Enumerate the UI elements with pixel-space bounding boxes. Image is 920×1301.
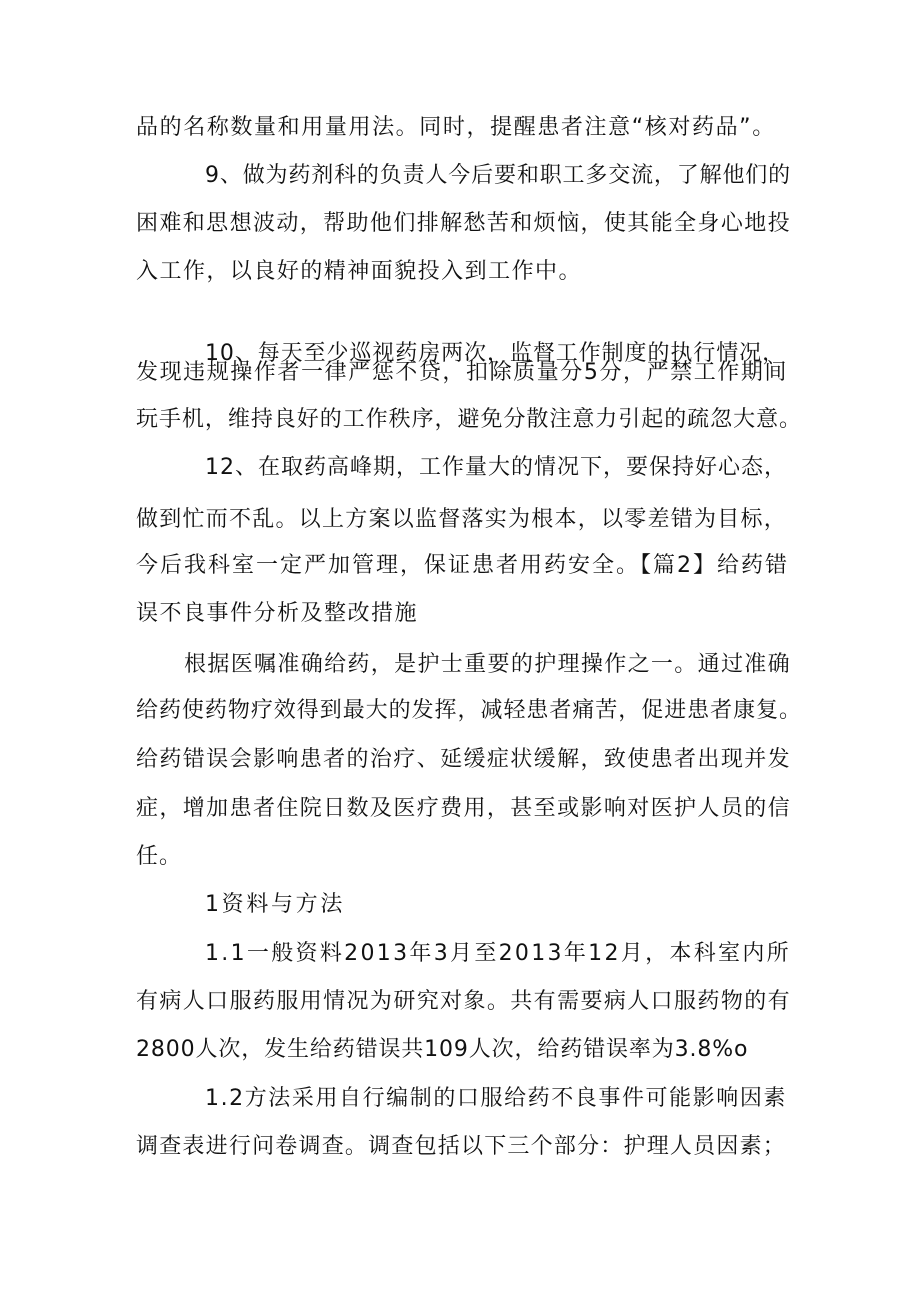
- text-line: 9、做为药剂科的负责人今后要和职工多交流，了解他们的: [205, 163, 791, 188]
- text-line: 误不良事件分析及整改措施: [136, 601, 419, 626]
- text-line: 今后我科室一定严加管理，保证患者用药安全。【篇2】给药错: [136, 553, 789, 578]
- text-line: 给药使药物疗效得到最大的发挥，减轻患者痛苦，促进患者康复。: [136, 698, 803, 723]
- text-line: 品的名称数量和用量用法。同时，提醒患者注意“核对药品”。: [136, 115, 776, 140]
- text-line: 玩手机，维持良好的工作秩序，避免分散注意力引起的疏忽大意。: [136, 407, 803, 432]
- text-line: 做到忙而不乱。以上方案以监督落实为根本，以零差错为目标，: [136, 507, 788, 532]
- text-line: 1资料与方法: [205, 892, 345, 917]
- text-line: 入工作，以良好的精神面貌投入到工作中。: [136, 259, 583, 284]
- text-line: 1.1一般资料2013年3月至2013年12月，本科室内所: [205, 941, 791, 966]
- text-line: 症，增加患者住院日数及医疗费用，甚至或影响对医护人员的信: [136, 796, 792, 821]
- text-line: 困难和思想波动，帮助他们排解愁苦和烦恼，使其能全身心地投: [136, 211, 792, 236]
- text-line: 调查表进行问卷调查。调查包括以下三个部分：护理人员因素；: [136, 1134, 787, 1159]
- text-line: 给药错误会影响患者的治疗、延缓症状缓解，致使患者出现并发: [136, 747, 792, 772]
- text-line: 任。: [136, 844, 183, 869]
- text-line: 12、在取药高峰期，工作量大的情况下，要保持好心态，: [205, 455, 787, 480]
- text-line: 有病人口服药服用情况为研究对象。共有需要病人口服药物的有: [136, 989, 792, 1014]
- text-line: 1.2方法采用自行编制的口服给药不良事件可能影响因素: [205, 1086, 787, 1111]
- text-line: 根据医嘱准确给药，是护士重要的护理操作之一。通过准确: [184, 652, 792, 677]
- text-line: 发现违规操作者一律严惩不贷，扣除质量分5分，严禁工作期间: [136, 360, 788, 385]
- text-line: 2800人次，发生给药错误共109人次，给药错误率为3.8%o: [136, 1037, 749, 1062]
- text-line: 10、每天至少巡视药房两次，监督工作制度的执行情况，: [205, 341, 785, 366]
